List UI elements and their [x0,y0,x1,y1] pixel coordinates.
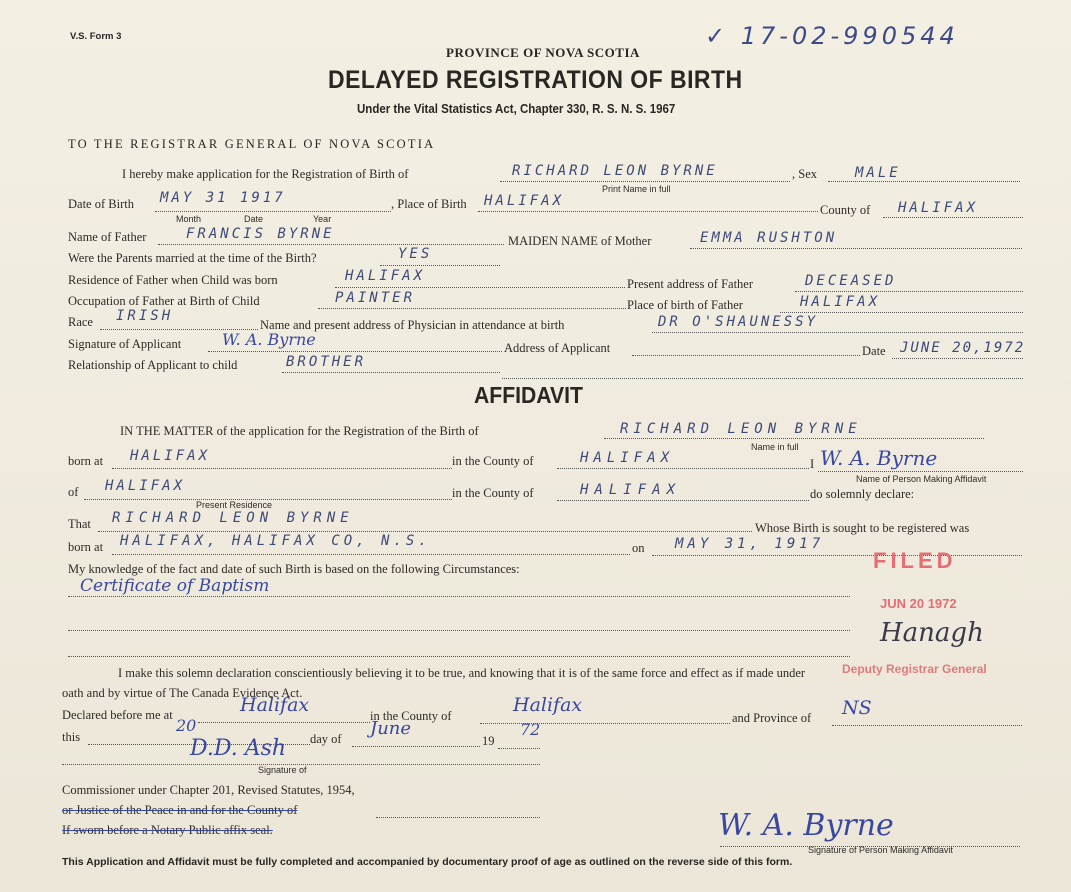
residence-caption: Present Residence [196,500,273,510]
father-value: FRANCIS BYRNE [186,226,335,242]
address-applicant-label: Address of Applicant [504,341,611,355]
county-of-value: HALIFAX [580,450,675,466]
matter-label: IN THE MATTER of the application for the Registration of the Birth of [120,424,479,438]
filed-stamp-date: JUN 20 1972 [880,596,957,611]
addressee-line: TO THE REGISTRAR GENERAL OF NOVA SCOTIA [68,137,436,151]
application-date-label: Date [862,344,886,358]
dob-caption-date: Date [244,214,264,224]
handwritten-registration-number: ✓ 17-02-990544 [705,22,959,50]
present-address-value: DECEASED [805,273,897,289]
document-title: DELAYED REGISTRATION OF BIRTH [328,66,743,94]
born-at-label: born at [68,454,104,468]
child-name-value: RICHARD LEON BYRNE [512,163,718,179]
born-at-value: HALIFAX [130,448,211,464]
dob-caption-year: Year [313,214,332,224]
province-heading: PROVINCE OF NOVA SCOTIA [446,45,640,60]
day-of-label: day of [310,732,342,746]
relationship-value: BROTHER [286,354,367,370]
residence-father-value: HALIFAX [345,268,426,284]
residence-father-label: Residence of Father when Child was born [68,273,278,287]
occupation-label: Occupation of Father at Birth of Child [68,294,260,308]
father-label: Name of Father [68,230,147,244]
sex-value: MALE [855,165,901,181]
county-of-label: in the County of [452,454,534,468]
on-label: on [632,541,645,555]
married-label: Were the Parents married at the time of the Birth? [68,251,317,265]
notary-line: If sworn before a Notary Public affix seal. [62,823,273,837]
name-in-full-caption: Name in full [751,442,799,452]
county-of-2-value: HALIFAX [580,482,682,498]
county-of-2-label: in the County of [452,486,534,500]
affiant-name-signature: W. A. Byrne [820,446,938,470]
dob-value: MAY 31 1917 [160,190,286,206]
footer-notice: This Application and Affidavit must be fully completed and accompanied by documentary proof of age as outlined on the reverse side of this form. [62,856,793,868]
filed-stamp: FILED [873,548,957,573]
signature-label: Signature of Applicant [68,337,182,351]
applicant-signature: W. A. Byrne [222,330,316,349]
birthplace-father-label: Place of birth of Father [627,298,743,312]
signature-of-caption: Signature of [258,765,307,775]
county-value: HALIFAX [898,200,979,216]
born-at-2-label: born at [68,540,104,554]
declare-label: do solemnly declare: [810,487,915,501]
occupation-value: PAINTER [335,290,416,306]
maker-name-caption: Name of Person Making Affidavit [856,474,987,484]
this-value: 20 [176,716,197,735]
of-value: HALIFAX [105,478,186,494]
on-value: MAY 31, 1917 [675,536,825,552]
deputy-registrar-label: Deputy Registrar General [842,662,987,676]
registration-number: 17-02-990544 [740,22,959,50]
dob-caption-month: Month [176,214,202,224]
form-number: V.S. Form 3 [70,31,122,42]
dob-label: Date of Birth [68,197,134,211]
province-value: NS [842,697,872,719]
that-label: That [68,517,91,531]
county-3-value: Halifax [513,694,583,716]
pob-label: , Place of Birth [391,197,467,211]
physician-label: Name and present address of Physician in attendance at birth [260,318,565,332]
application-date-value: JUNE 20,1972 [900,340,1026,356]
declared-value: Halifax [240,694,310,716]
race-label: Race [68,315,93,329]
maker-signature: W. A. Byrne [718,808,894,843]
whose-birth-label: Whose Birth is sought to be registered was [755,521,970,535]
knowledge-value: Certificate of Baptism [80,576,270,596]
i-label: I [810,457,815,471]
of-label: of [68,485,79,499]
married-value: YES [398,246,433,262]
name-caption: Print Name in full [602,184,671,194]
sex-label: , Sex [792,167,817,181]
this-label: this [62,730,81,744]
born-at-2-value: HALIFAX, HALIFAX CO, N.S. [120,533,431,549]
year-value: 72 [520,720,541,739]
knowledge-label: My knowledge of the fact and date of such Birth is based on the following Circumstances: [68,562,520,576]
that-value: RICHARD LEON BYRNE [112,510,354,526]
matter-value: RICHARD LEON BYRNE [620,421,862,437]
county-label: County of [820,203,871,217]
day-of-value: June [370,718,412,739]
mother-value: EMMA RUSHTON [700,230,838,246]
mother-label: MAIDEN NAME of Mother [508,234,652,248]
justice-line: or Justice of the Peace in and for the County of [62,803,298,817]
declaration-line-1: I make this solemn declaration conscientiously believing it to be true, and knowing that it is of the same force and effect as if made under [118,666,806,680]
physician-value: DR O'SHAUNESSY [658,314,819,330]
race-value: IRISH [116,308,174,324]
birthplace-father-value: HALIFAX [800,294,881,310]
pob-value: HALIFAX [484,193,565,209]
intro-label: I hereby make application for the Registration of Birth of [122,167,409,181]
declaration-line-2: oath and by virtue of The Canada Evidence Act. [62,686,303,700]
maker-signature-caption: Signature of Person Making Affidavit [808,845,953,855]
commissioner-signature: D.D. Ash [190,736,287,761]
commissioner-line: Commissioner under Chapter 201, Revised Statutes, 1954, [62,783,355,797]
province-label: and Province of [732,711,812,725]
year-prefix: 19 [482,734,495,748]
document-subtitle: Under the Vital Statistics Act, Chapter 330, R. S. N. S. 1967 [357,102,676,116]
affidavit-heading: AFFIDAVIT [474,382,583,408]
county-3-label: in the County of [370,709,452,723]
relationship-label: Relationship of Applicant to child [68,358,238,372]
deputy-signature: Hanagh [880,618,984,648]
present-address-label: Present address of Father [627,277,754,291]
declared-label: Declared before me at [62,708,173,722]
